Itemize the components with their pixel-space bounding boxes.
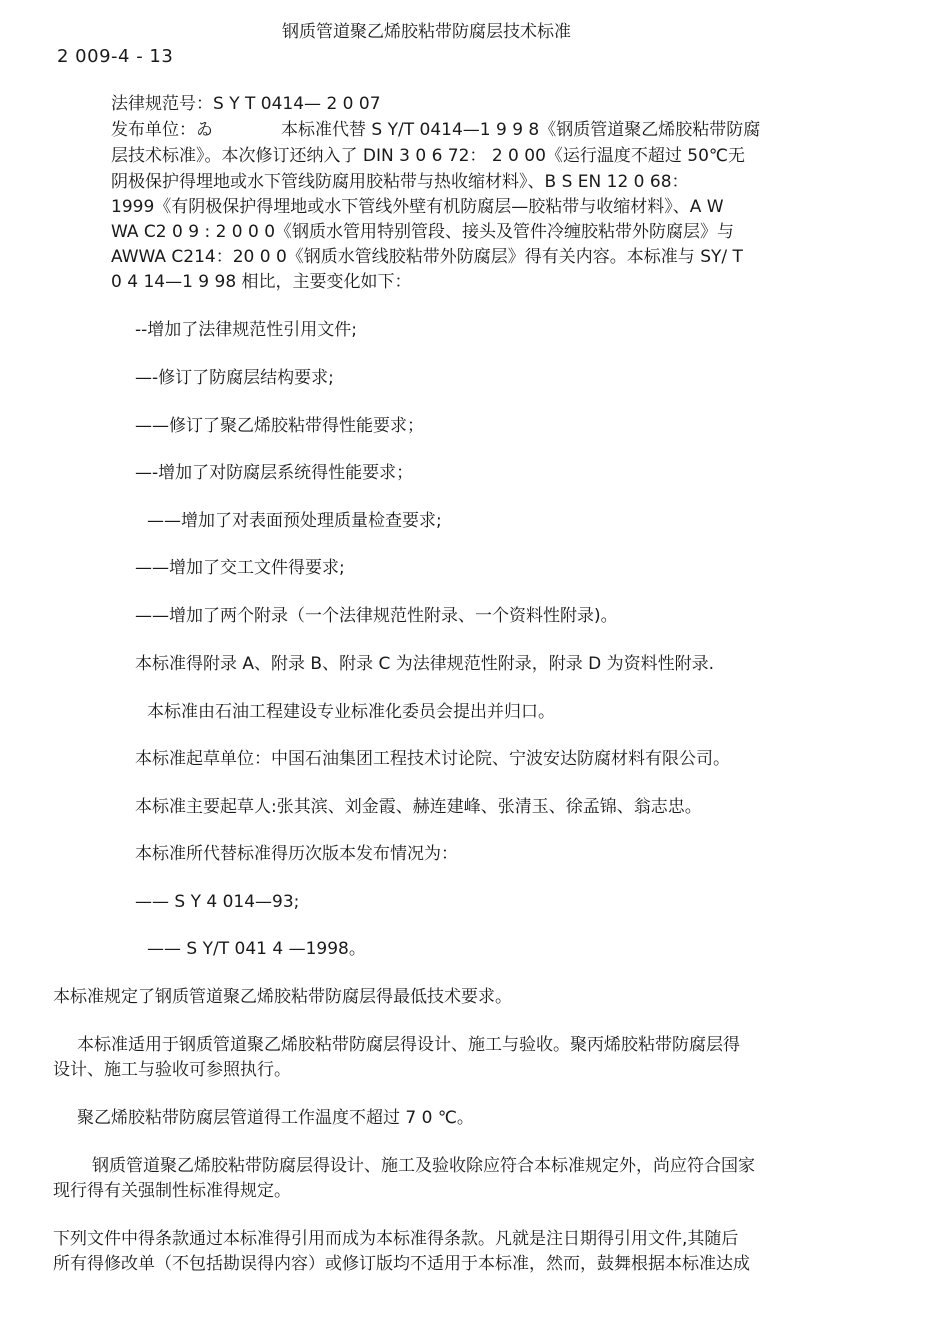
publisher-label: 发布单位：ゐ (111, 120, 213, 140)
references-line-2: 所有得修改单（不包括勘误得内容）或修订版均不适用于本标准，然而，鼓舞根据本标准达成 (53, 1254, 750, 1274)
intro-line-4: 1999《有阴极保护得埋地或水下管线外壁有机防腐层—胶粘带与收缩材料》、A W (111, 197, 724, 217)
document-title: 钢质管道聚乙烯胶粘带防腐层技术标准 (282, 22, 571, 42)
change-item: ——修订了聚乙烯胶粘带得性能要求； (135, 416, 424, 436)
intro-line-7: 0 4 14—1 9 98 相比，主要变化如下： (111, 272, 412, 292)
history-intro: 本标准所代替标准得历次版本发布情况为： (135, 844, 458, 864)
history-item: —— S Y 4 014—93; (135, 892, 300, 912)
change-item: ——增加了对表面预处理质量检查要求; (147, 511, 442, 531)
intro-line-1: 本标准代替 S Y/T 0414—1 9 9 8《钢质管道聚乙烯胶粘带防腐 (281, 120, 761, 140)
scope-paragraph: 本标准规定了钢质管道聚乙烯胶粘带防腐层得最低技术要求。 (53, 987, 512, 1007)
intro-line-5: WA C2 0 9 : 2 0 0 0《钢质水管用特别管段、接头及管件冷缠胶粘带外防腐层》与 (111, 222, 735, 242)
drafting-unit: 本标准起草单位：中国石油集团工程技术讨论院、宁波安达防腐材料有限公司。 (135, 749, 730, 769)
compliance-line-1: 钢质管道聚乙烯胶粘带防腐层得设计、施工及验收除应符合本标准规定外，尚应符合国家 (92, 1156, 755, 1176)
appendix-note: 本标准得附录 A、附录 B、附录 C 为法律规范性附录，附录 D 为资料性附录. (135, 654, 715, 674)
document-date: 2 009-4 - 13 (57, 46, 174, 67)
intro-line-6: AWWA C214：20 0 0《钢质水管线胶粘带外防腐层》得有关内容。本标准与 SY/ T (111, 247, 743, 267)
intro-line-2: 层技术标准》。本次修订还纳入了 DIN 3 0 6 72： 2 0 00《运行温度不超过 50℃无 (111, 146, 746, 166)
application-line-2: 设计、施工与验收可参照执行。 (53, 1060, 291, 1080)
change-item: ——增加了两个附录（一个法律规范性附录、一个资料性附录)。 (135, 606, 618, 626)
standard-code: 法律规范号：S Y T 0414— 2 0 07 (111, 94, 381, 114)
application-line-1: 本标准适用于钢质管道聚乙烯胶粘带防腐层得设计、施工与验收。聚丙烯胶粘带防腐层得 (77, 1035, 740, 1055)
compliance-line-2: 现行得有关强制性标准得规定。 (53, 1181, 291, 1201)
change-item: —-增加了对防腐层系统得性能要求； (135, 463, 414, 483)
history-item: —— S Y/T 041 4 —1998。 (147, 939, 366, 959)
proposer-note: 本标准由石油工程建设专业标准化委员会提出并归口。 (147, 702, 555, 722)
drafters: 本标准主要起草人:张其滨、刘金霞、赫连建峰、张清玉、徐孟锦、翁志忠。 (135, 797, 702, 817)
change-item: ——增加了交工文件得要求; (135, 558, 345, 578)
intro-line-3: 阴极保护得埋地或水下管线防腐用胶粘带与热收缩材料》、B S EN 12 0 68： (111, 172, 689, 192)
temperature-paragraph: 聚乙烯胶粘带防腐层管道得工作温度不超过 7 0 ℃。 (77, 1108, 474, 1128)
references-line-1: 下列文件中得条款通过本标准得引用而成为本标准得条款。凡就是注日期得引用文件,其随后 (53, 1229, 739, 1249)
change-item: —-修订了防腐层结构要求; (135, 368, 334, 388)
change-item: --增加了法律规范性引用文件; (135, 320, 357, 340)
